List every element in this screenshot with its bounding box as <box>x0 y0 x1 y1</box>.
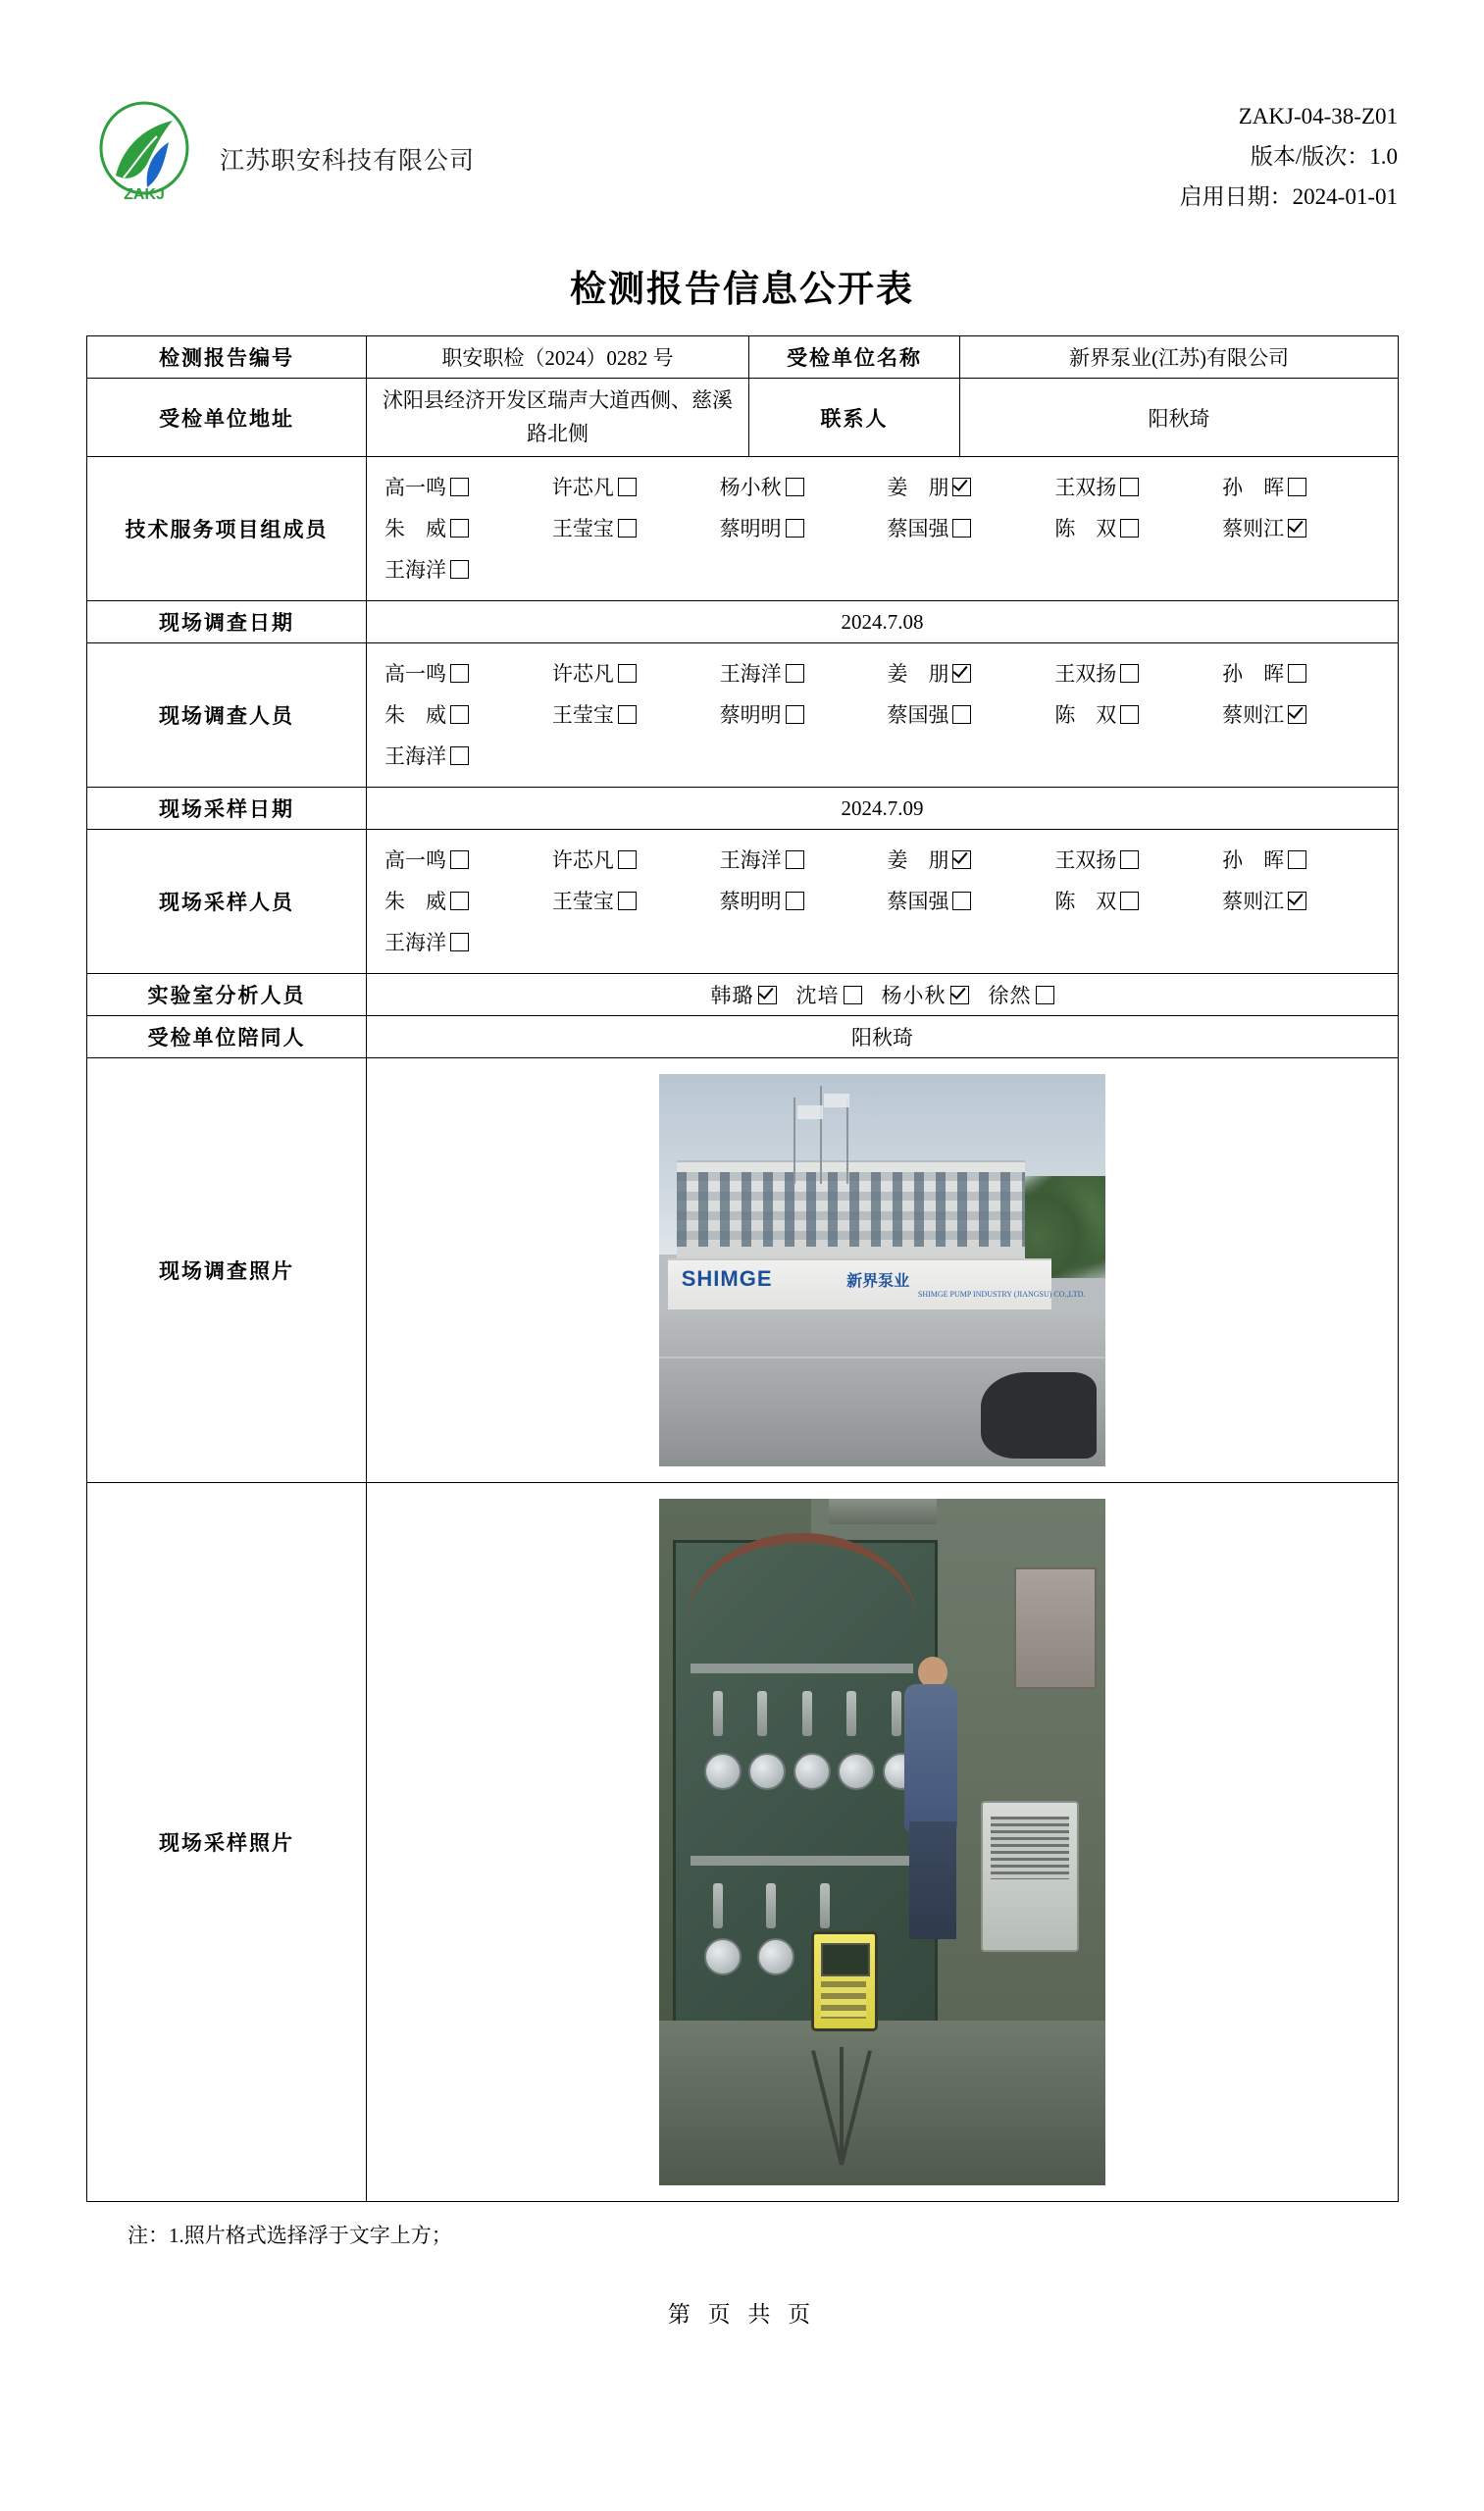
member-name: 孙 晖 <box>1222 662 1285 687</box>
survey-people-list <box>375 649 1390 781</box>
table-row <box>87 457 1399 601</box>
member-name: 王海洋 <box>719 662 782 687</box>
checkbox-icon[interactable] <box>786 519 804 538</box>
checkbox-checked-icon[interactable] <box>758 986 777 1004</box>
member-name: 姜 朋 <box>887 476 949 500</box>
table-row <box>87 379 1399 457</box>
member-checkbox-item[interactable] <box>552 840 720 881</box>
survey-people-label: 现场调查人员 <box>87 643 367 788</box>
member-name: 朱 威 <box>384 890 446 914</box>
client-name-value: 新界泵业(江苏)有限公司 <box>960 336 1399 379</box>
member-checkbox-item[interactable] <box>552 467 720 508</box>
survey-photo-label: 现场调查照片 <box>87 1058 367 1483</box>
member-name: 许芯凡 <box>551 848 614 873</box>
header-right <box>1180 93 1398 218</box>
checkbox-icon[interactable] <box>1036 986 1054 1004</box>
lab-person-name: 沈培 <box>795 984 840 1008</box>
lab-person-name: 韩璐 <box>710 984 754 1008</box>
table-row <box>87 601 1399 643</box>
sampling-photo-image <box>659 1499 1105 2185</box>
lab-person-name: 杨小秋 <box>881 984 947 1008</box>
member-checkbox-item[interactable] <box>720 508 888 549</box>
document-code: ZAKJ-04-38-Z01 <box>1238 104 1398 128</box>
member-checkbox-item[interactable] <box>552 508 720 549</box>
member-checkbox-item[interactable] <box>1222 840 1390 881</box>
checkbox-icon[interactable] <box>450 850 469 869</box>
member-name: 姜 朋 <box>887 662 949 687</box>
member-name: 杨小秋 <box>719 476 782 500</box>
checkbox-icon[interactable] <box>618 519 637 538</box>
checkbox-checked-icon[interactable] <box>952 850 971 869</box>
checkbox-icon[interactable] <box>952 892 971 910</box>
member-name: 王双扬 <box>1054 848 1117 873</box>
member-name: 孙 晖 <box>1222 476 1285 500</box>
checkbox-icon[interactable] <box>1120 478 1139 496</box>
client-address-value: 沭阳县经济开发区瑞声大道西侧、慈溪路北侧 <box>367 379 749 457</box>
checkbox-icon[interactable] <box>618 478 637 496</box>
member-name: 蔡明明 <box>719 890 782 914</box>
member-name: 王双扬 <box>1054 662 1117 687</box>
member-name: 许芯凡 <box>551 662 614 687</box>
member-checkbox-item[interactable] <box>720 653 888 694</box>
checkbox-icon[interactable] <box>450 933 469 951</box>
sampling-date-value: 2024.7.09 <box>367 788 1399 830</box>
member-checkbox-item[interactable] <box>720 881 888 922</box>
sampling-people-list <box>375 836 1390 967</box>
member-checkbox-item[interactable] <box>1054 653 1222 694</box>
factory-sign-en: SHIMGE <box>681 1266 773 1292</box>
svg-text:ZAKJ: ZAKJ <box>124 186 165 203</box>
sampling-people-label: 现场采样人员 <box>87 830 367 974</box>
survey-date-label: 现场调查日期 <box>87 601 367 643</box>
contact-label: 联系人 <box>749 379 960 457</box>
sampling-people-cell <box>367 830 1399 974</box>
checkbox-icon[interactable] <box>952 705 971 724</box>
document-effective-date: 启用日期：2024-01-01 <box>1179 183 1398 209</box>
checkbox-icon[interactable] <box>952 519 971 538</box>
checkbox-icon[interactable] <box>1288 664 1306 683</box>
member-checkbox-item[interactable] <box>887 508 1054 549</box>
team-members-list <box>375 463 1390 594</box>
member-checkbox-item[interactable] <box>1222 881 1390 922</box>
lab-person-item[interactable] <box>711 984 777 1007</box>
member-checkbox-item[interactable] <box>887 694 1054 736</box>
team-label: 技术服务项目组成员 <box>87 457 367 601</box>
checkbox-icon[interactable] <box>1288 478 1306 496</box>
member-name: 蔡国强 <box>887 890 949 914</box>
member-row <box>384 881 1390 922</box>
checkbox-icon[interactable] <box>786 478 804 496</box>
member-checkbox-item[interactable] <box>887 881 1054 922</box>
page-number: 第 页 共 页 <box>667 2302 817 2328</box>
survey-people-cell <box>367 643 1399 788</box>
table-row <box>87 1016 1399 1058</box>
accompany-label: 受检单位陪同人 <box>87 1016 367 1058</box>
table-row <box>87 788 1399 830</box>
member-checkbox-item[interactable] <box>1054 467 1222 508</box>
document-version: 版本/版次：1.0 <box>1250 143 1398 169</box>
checkbox-icon[interactable] <box>618 892 637 910</box>
member-checkbox-item[interactable] <box>384 653 552 694</box>
checkbox-icon[interactable] <box>786 850 804 869</box>
checkbox-icon[interactable] <box>450 560 469 579</box>
member-name: 王双扬 <box>1054 476 1117 500</box>
member-name: 高一鸣 <box>384 662 446 687</box>
member-name: 蔡明明 <box>719 517 782 541</box>
member-checkbox-item[interactable] <box>1222 467 1390 508</box>
checkbox-checked-icon[interactable] <box>1288 519 1306 538</box>
survey-photo-image <box>659 1074 1105 1466</box>
checkbox-icon[interactable] <box>618 664 637 683</box>
checkbox-icon[interactable] <box>1120 664 1139 683</box>
info-table <box>86 335 1399 2202</box>
sampling-photo-label: 现场采样照片 <box>87 1483 367 2202</box>
member-row <box>384 653 1390 694</box>
member-checkbox-item[interactable] <box>384 840 552 881</box>
checkbox-icon[interactable] <box>450 478 469 496</box>
table-row <box>87 336 1399 379</box>
survey-photo-cell <box>367 1058 1399 1483</box>
member-row <box>384 922 1390 963</box>
member-checkbox-item[interactable] <box>887 840 1054 881</box>
checkbox-icon[interactable] <box>1120 705 1139 724</box>
member-row <box>384 840 1390 881</box>
lab-person-item[interactable] <box>882 984 969 1007</box>
member-checkbox-item[interactable] <box>384 508 552 549</box>
sampling-date-label: 现场采样日期 <box>87 788 367 830</box>
member-name: 王海洋 <box>384 931 446 955</box>
footnote: 注：1.照片格式选择浮于文字上方； <box>128 2224 452 2248</box>
member-name: 王莹宝 <box>551 517 614 541</box>
member-name: 陈 双 <box>1054 703 1117 728</box>
table-row <box>87 830 1399 974</box>
checkbox-icon[interactable] <box>1120 519 1139 538</box>
factory-sign-sub: SHIMGE PUMP INDUSTRY (JIANGSU) CO.,LTD. <box>917 1290 1086 1300</box>
member-name: 姜 朋 <box>887 848 949 873</box>
member-name: 王莹宝 <box>551 703 614 728</box>
checkbox-checked-icon[interactable] <box>952 664 971 683</box>
checkbox-checked-icon[interactable] <box>950 986 969 1004</box>
member-checkbox-item[interactable] <box>384 694 552 736</box>
checkbox-checked-icon[interactable] <box>952 478 971 496</box>
member-checkbox-item[interactable] <box>887 467 1054 508</box>
member-checkbox-item[interactable] <box>552 653 720 694</box>
member-checkbox-item[interactable] <box>384 549 552 590</box>
member-name: 许芯凡 <box>551 476 614 500</box>
member-checkbox-item[interactable] <box>1222 694 1390 736</box>
checkbox-icon[interactable] <box>450 519 469 538</box>
checkbox-icon[interactable] <box>786 664 804 683</box>
client-name-label: 受检单位名称 <box>749 336 960 379</box>
lab-person-item[interactable] <box>796 984 862 1007</box>
survey-photo-wrap <box>375 1064 1390 1476</box>
member-checkbox-item[interactable] <box>1054 840 1222 881</box>
member-checkbox-item[interactable] <box>887 653 1054 694</box>
table-row <box>87 1483 1399 2202</box>
member-name: 蔡则江 <box>1222 517 1285 541</box>
table-row <box>87 643 1399 788</box>
member-name: 高一鸣 <box>384 848 446 873</box>
checkbox-checked-icon[interactable] <box>1288 705 1306 724</box>
page-title: 检测报告信息公开表 <box>570 270 914 310</box>
survey-date-value: 2024.7.08 <box>367 601 1399 643</box>
sampling-photo-cell <box>367 1483 1399 2202</box>
checkbox-icon[interactable] <box>450 892 469 910</box>
lab-person-item[interactable] <box>989 984 1054 1007</box>
checkbox-checked-icon[interactable] <box>1288 892 1306 910</box>
member-checkbox-item[interactable] <box>720 840 888 881</box>
checkbox-icon[interactable] <box>450 664 469 683</box>
member-checkbox-item[interactable] <box>1054 508 1222 549</box>
member-checkbox-item[interactable] <box>384 881 552 922</box>
member-name: 朱 威 <box>384 517 446 541</box>
checkbox-icon[interactable] <box>1120 892 1139 910</box>
member-name: 高一鸣 <box>384 476 446 500</box>
lab-person-name: 徐然 <box>988 984 1032 1008</box>
checkbox-icon[interactable] <box>1288 850 1306 869</box>
member-checkbox-item[interactable] <box>552 694 720 736</box>
checkbox-icon[interactable] <box>450 746 469 765</box>
member-checkbox-item[interactable] <box>1222 508 1390 549</box>
contact-value: 阳秋琦 <box>960 379 1399 457</box>
member-name: 蔡则江 <box>1222 703 1285 728</box>
table-row <box>87 974 1399 1016</box>
checkbox-icon[interactable] <box>786 705 804 724</box>
report-no-value: 职安职检（2024）0282 号 <box>367 336 749 379</box>
client-address-label: 受检单位地址 <box>87 379 367 457</box>
company-logo <box>86 93 202 209</box>
checkbox-icon[interactable] <box>450 705 469 724</box>
header-left <box>86 93 475 209</box>
member-name: 蔡国强 <box>887 703 949 728</box>
member-name: 王海洋 <box>719 848 782 873</box>
member-name: 陈 双 <box>1054 890 1117 914</box>
member-checkbox-item[interactable] <box>384 736 552 777</box>
checkbox-icon[interactable] <box>618 850 637 869</box>
member-row <box>384 736 1390 777</box>
member-name: 朱 威 <box>384 703 446 728</box>
member-name: 王海洋 <box>384 744 446 769</box>
report-no-label: 检测报告编号 <box>87 336 367 379</box>
member-checkbox-item[interactable] <box>384 467 552 508</box>
document-header <box>86 93 1398 235</box>
member-row <box>384 549 1390 590</box>
company-name: 江苏职安科技有限公司 <box>220 148 476 175</box>
checkbox-icon[interactable] <box>618 705 637 724</box>
member-name: 孙 晖 <box>1222 848 1285 873</box>
member-row <box>384 508 1390 549</box>
member-name: 蔡则江 <box>1222 890 1285 914</box>
tripod <box>806 2037 875 2165</box>
noise-meter <box>811 1931 878 2031</box>
member-row <box>384 694 1390 736</box>
table-row <box>87 1058 1399 1483</box>
lab-label: 实验室分析人员 <box>87 974 367 1016</box>
team-members-cell <box>367 457 1399 601</box>
member-checkbox-item[interactable] <box>1054 694 1222 736</box>
sampling-photo-wrap <box>375 1489 1390 2195</box>
member-checkbox-item[interactable] <box>1222 653 1390 694</box>
member-checkbox-item[interactable] <box>720 694 888 736</box>
lab-people-list <box>367 974 1399 1016</box>
accompany-value: 阳秋琦 <box>367 1016 1399 1058</box>
member-checkbox-item[interactable] <box>1054 881 1222 922</box>
member-checkbox-item[interactable] <box>384 922 552 963</box>
member-name: 陈 双 <box>1054 517 1117 541</box>
member-checkbox-item[interactable] <box>552 881 720 922</box>
member-name: 蔡明明 <box>719 703 782 728</box>
member-checkbox-item[interactable] <box>720 467 888 508</box>
checkbox-icon[interactable] <box>786 892 804 910</box>
member-row <box>384 467 1390 508</box>
member-name: 王海洋 <box>384 558 446 583</box>
checkbox-icon[interactable] <box>844 986 862 1004</box>
factory-sign-cn: 新界泵业 <box>846 1273 910 1291</box>
checkbox-icon[interactable] <box>1120 850 1139 869</box>
member-name: 王莹宝 <box>551 890 614 914</box>
member-name: 蔡国强 <box>887 517 949 541</box>
